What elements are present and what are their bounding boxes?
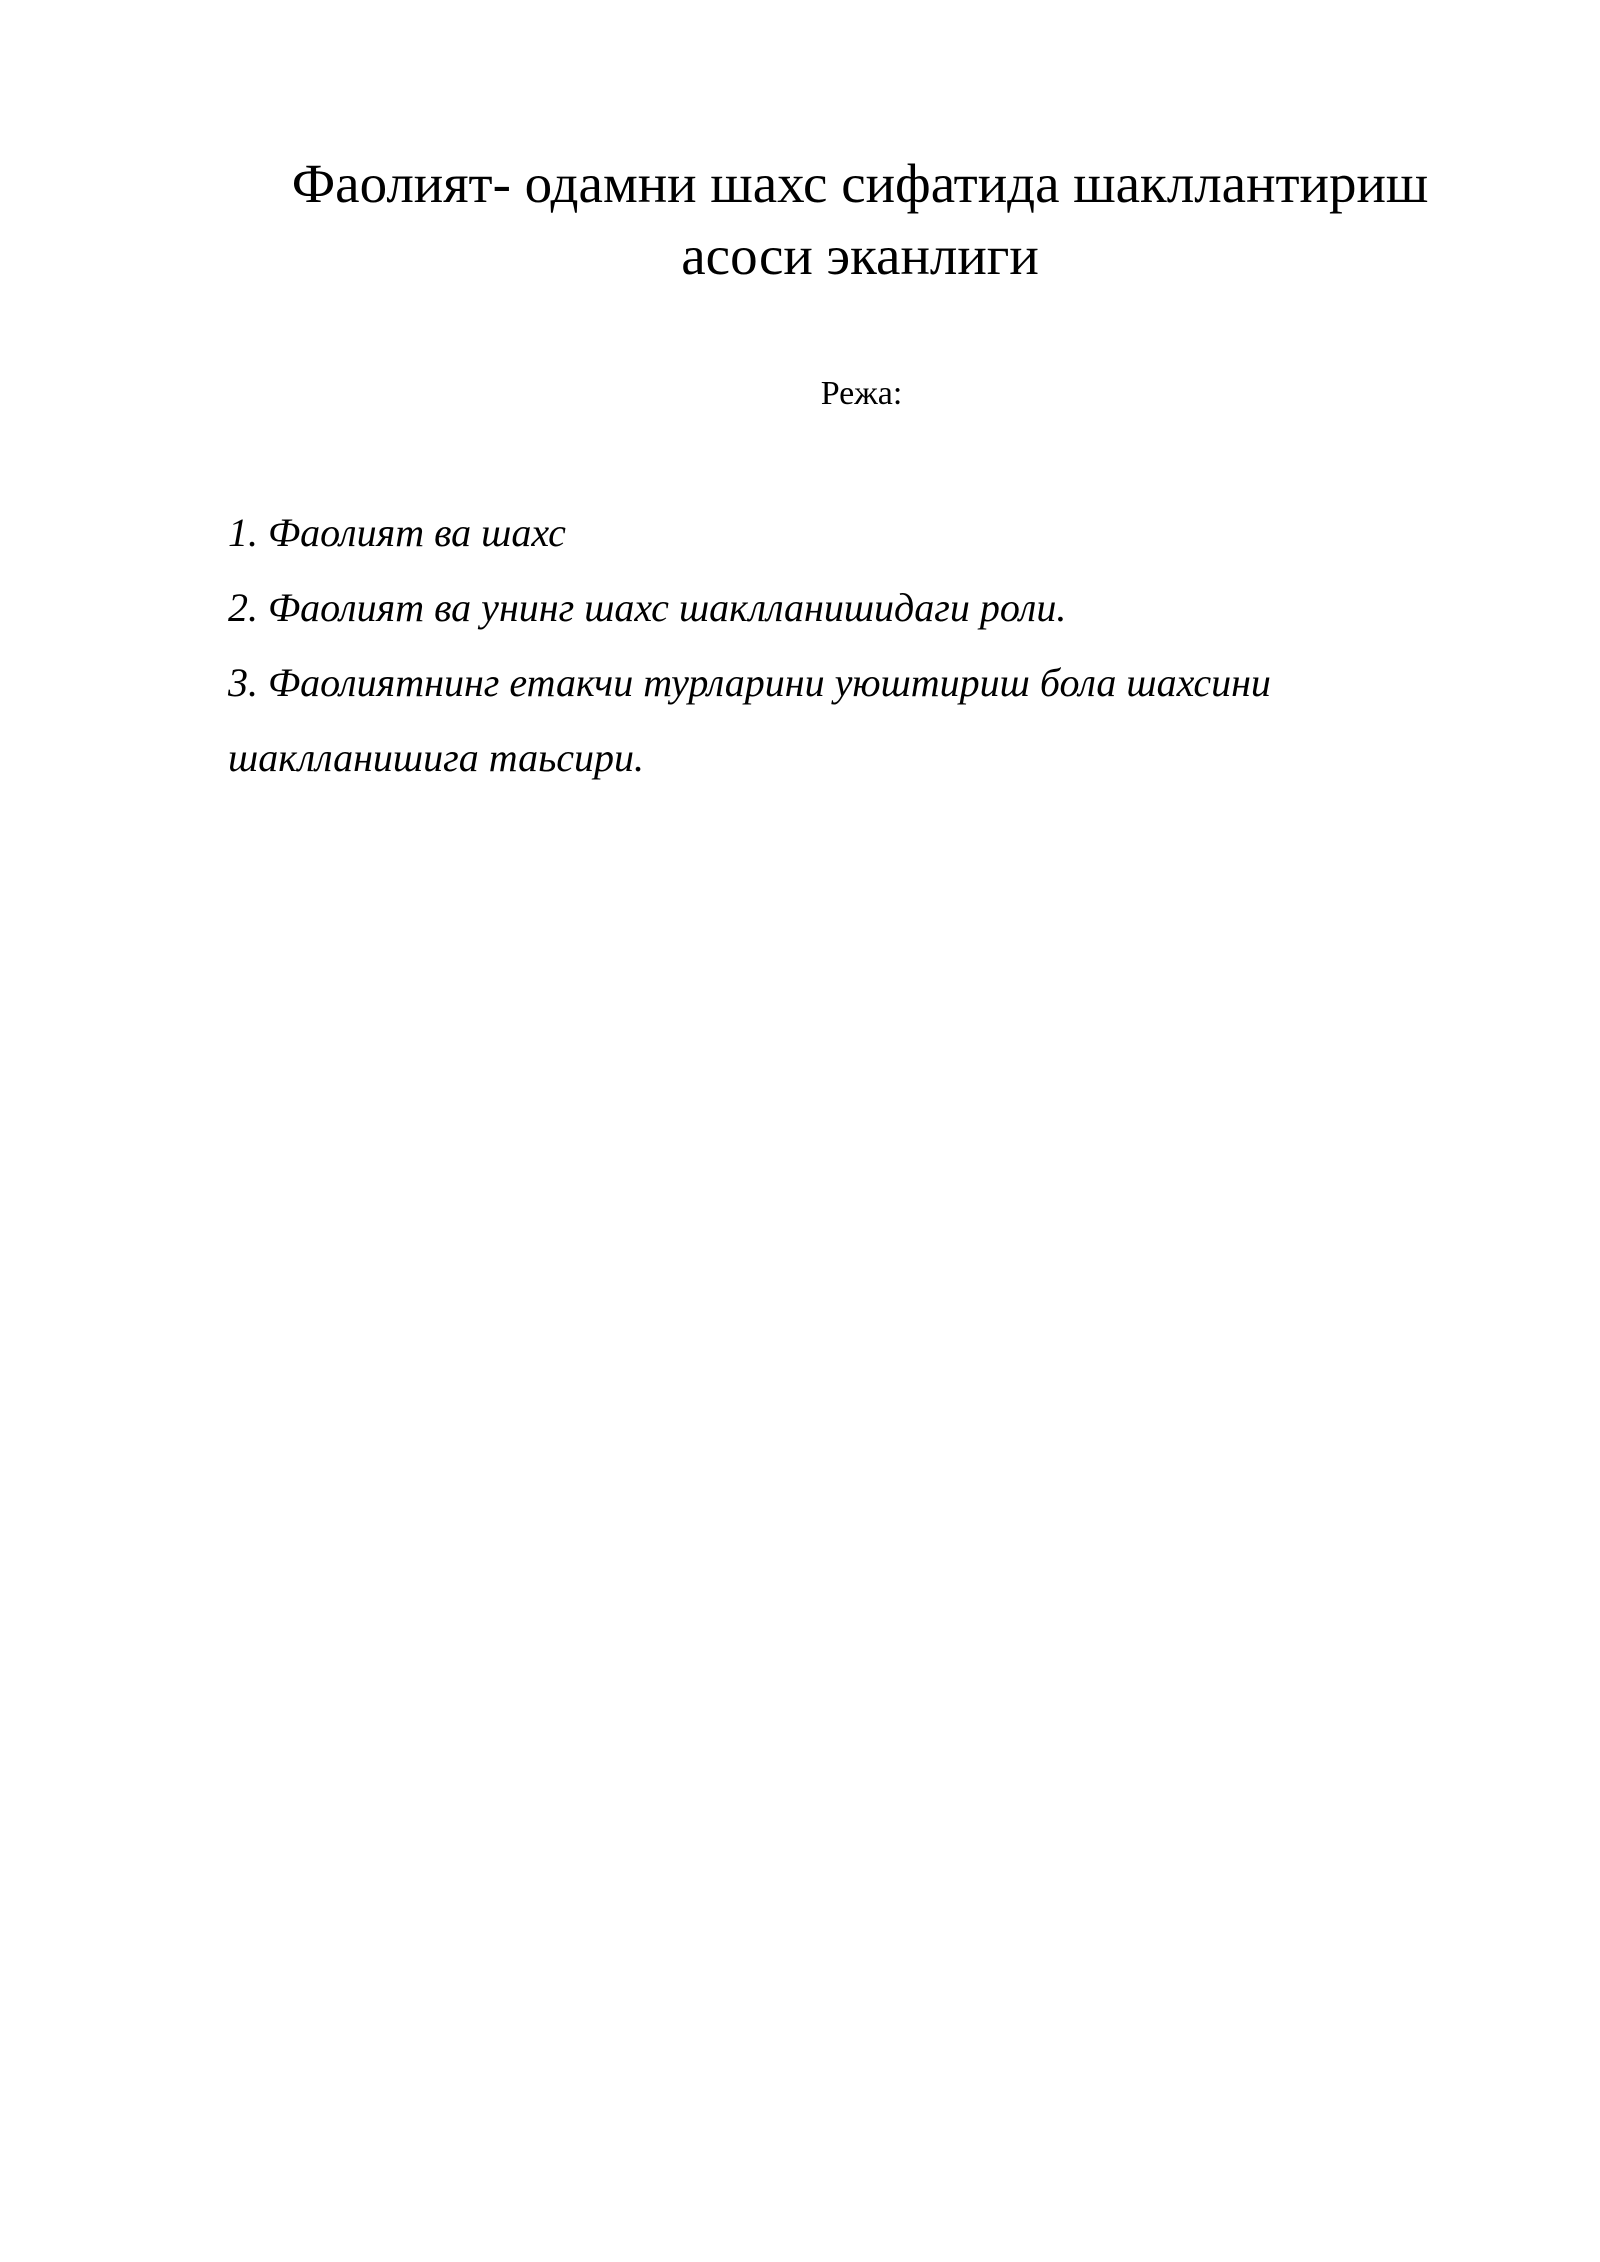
- plan-heading: Режа:: [820, 375, 903, 412]
- plan-item-3: 3. Фаолиятнинг етакчи турларини уюштириш бола шахсини: [228, 660, 1271, 705]
- plan-item-1: 1. Фаолият ва шахс: [228, 510, 566, 555]
- plan-list: [228, 495, 1428, 795]
- plan-item-2: 2. Фаолият ва унинг шахс шаклланишидаги роли.: [228, 585, 1067, 630]
- page-title-line-1: Фаолият- одамни шахс сифатида шакллантириш: [291, 153, 1429, 214]
- page-title: [230, 148, 1490, 292]
- page-title-line-2: асоси эканлиги: [681, 225, 1039, 286]
- plan-item-3-continuation: шаклланишига таьсири.: [228, 735, 645, 780]
